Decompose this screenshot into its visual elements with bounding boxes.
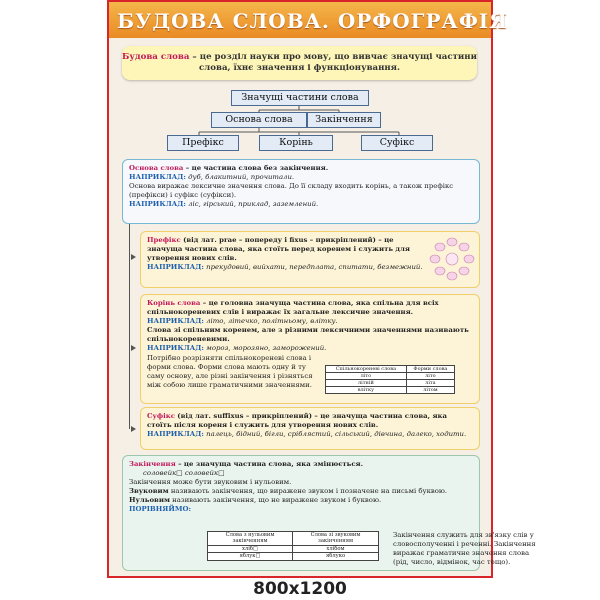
osnova-def: – це частина слова без закінчення. [183, 164, 329, 172]
osnova-ex2-label: НАПРИКЛАД: [129, 200, 186, 209]
ending-text1: Закінчення може бути звуковим і нульовим. [129, 478, 292, 487]
root-ex2-label: НАПРИКЛАД: [147, 344, 204, 353]
osnova-text: Основа виражає лексичне значення слова. До її складу входить корінь, а також префікс (префікси) і суфікс (суфікси). [129, 182, 454, 200]
table-cell: літо [326, 373, 407, 380]
tree-osnova: Основа слова [211, 112, 307, 128]
table-row [326, 380, 455, 387]
arrow-prefix [131, 254, 136, 260]
ending-text2-b: Звуковим [129, 487, 169, 496]
poster [107, 0, 536, 578]
arrow-root [131, 345, 136, 351]
root-text2: Слова зі спільним коренем, але з різними лексичними значеннями називають спільнокореневими. [147, 326, 469, 344]
table-cell: літом [406, 387, 454, 394]
definition-text: – це розділ науки про мову, що вивчає значущі частини слова, їхнє значення і функціонування. [189, 52, 477, 73]
table-cell: хліб□ [208, 545, 293, 552]
osnova-ex1-label: НАПРИКЛАД: [129, 173, 186, 182]
table-cell: літній [326, 380, 407, 387]
osnova-term: Основа слова [129, 164, 184, 172]
table-cell: влітку [326, 387, 407, 394]
table-cell: яблук□ [208, 553, 293, 560]
poster-title: БУДОВА СЛОВА. ОРФОГРАФІЯ [109, 2, 491, 38]
size-caption: 800x1200 [253, 579, 347, 599]
arrow-suffix [131, 426, 136, 432]
root-table-header: Форми слова [406, 366, 454, 373]
suffix-ex-label: НАПРИКЛАД: [147, 430, 204, 439]
section-root [140, 294, 480, 404]
root-table-header: Спільнокореневі слова [326, 366, 407, 373]
tree-suffix: Суфікс [361, 135, 433, 151]
prefix-ex: прекудовий, вийхати, передплата, спитати, безмежний. [203, 263, 423, 272]
section-prefix [140, 231, 480, 288]
ending-examples: соловейк□ соловейк□ [143, 469, 225, 478]
ending-compare: ПОРІВНЯЙМО: [129, 505, 192, 514]
ending-term: Закінчення [129, 460, 176, 468]
prefix-ex-label: НАПРИКЛАД: [147, 263, 204, 272]
ending-table [207, 531, 379, 561]
section-ending [122, 455, 536, 571]
ending-text2: називають закінчення, що виражене звуком і позначене на письмі буквою. [168, 487, 448, 496]
table-cell: хлібом [293, 545, 379, 552]
table-row [208, 553, 379, 560]
osnova-ex2: ліс, гірський, приклад, заземлений. [185, 200, 319, 209]
tree-ending: Закінчення [307, 112, 381, 128]
osnova-ex1: дуб, блакитний, прочитали. [185, 173, 295, 182]
root-text3: Потрібно розрізняти спільнокореневі слова і форми слова. Форми слова мають одну й ту саму основу, але різні закінчення і різняться між собою лише граматичними значеннями. [147, 353, 313, 389]
table-row [326, 387, 455, 394]
section-suffix [140, 407, 480, 450]
suffix-def: (від лат. suffixus – прикріплений) – це значуща частина слова, яка стоїть після кореня і служить для утворення нових слів. [147, 412, 447, 430]
root-term: Корінь слова [147, 299, 201, 307]
root-def: – це головна значуща частина слова, яка спільна для всіх спільнокореневих слів і виражає їх загальне лексичне значення. [147, 299, 439, 317]
ending-def: – це значуща частина слова, яка змінюється. [175, 460, 364, 468]
table-row [326, 373, 455, 380]
ending-table-header: Слова з нульовим закінченням [208, 532, 293, 546]
ending-text3: називають закінчення, що не виражене звуком і буквою. [169, 496, 382, 505]
table-row [208, 545, 379, 552]
table-cell: літо [406, 373, 454, 380]
ending-note: Закінчення служить для зв'язку слів у словосполученні і реченні. Закінчення виражає граматичне значення слова (рід, число, відмінок, час тощо). [393, 531, 536, 567]
root-ex1: літо, літечко, політньому, влітку. [203, 317, 338, 326]
section-connector [129, 224, 130, 429]
root-table [325, 365, 455, 394]
tree-root: Значущі частини слова [231, 90, 369, 106]
suffix-term: Суфікс [147, 412, 175, 420]
root-ex2: мороз, морозяно, заморожений. [203, 344, 327, 353]
root-ex1-label: НАПРИКЛАД: [147, 317, 204, 326]
table-cell: яблуко [293, 553, 379, 560]
prefix-term: Префікс [147, 236, 181, 244]
table-cell: літа [406, 380, 454, 387]
prefix-flower-icon [429, 236, 475, 282]
tree-prefix: Префікс [167, 135, 239, 151]
suffix-ex: палець, бідний, бігли, сріблястий, сільський, дівчина, далеко, ходити. [203, 430, 467, 439]
section-osnova [122, 159, 480, 224]
prefix-def: (від лат. prae – попереду і fixus – прикріплений) – це значуща частина слова, яка стоїть перед коренем і служить для утворення нових слів. [147, 236, 410, 263]
definition-term: Будова слова [122, 52, 190, 62]
ending-table-header: Слова зі звуковим закінченням [293, 532, 379, 546]
ending-text3-b: Нульовим [129, 496, 170, 505]
tree-root-part: Корінь [259, 135, 333, 151]
